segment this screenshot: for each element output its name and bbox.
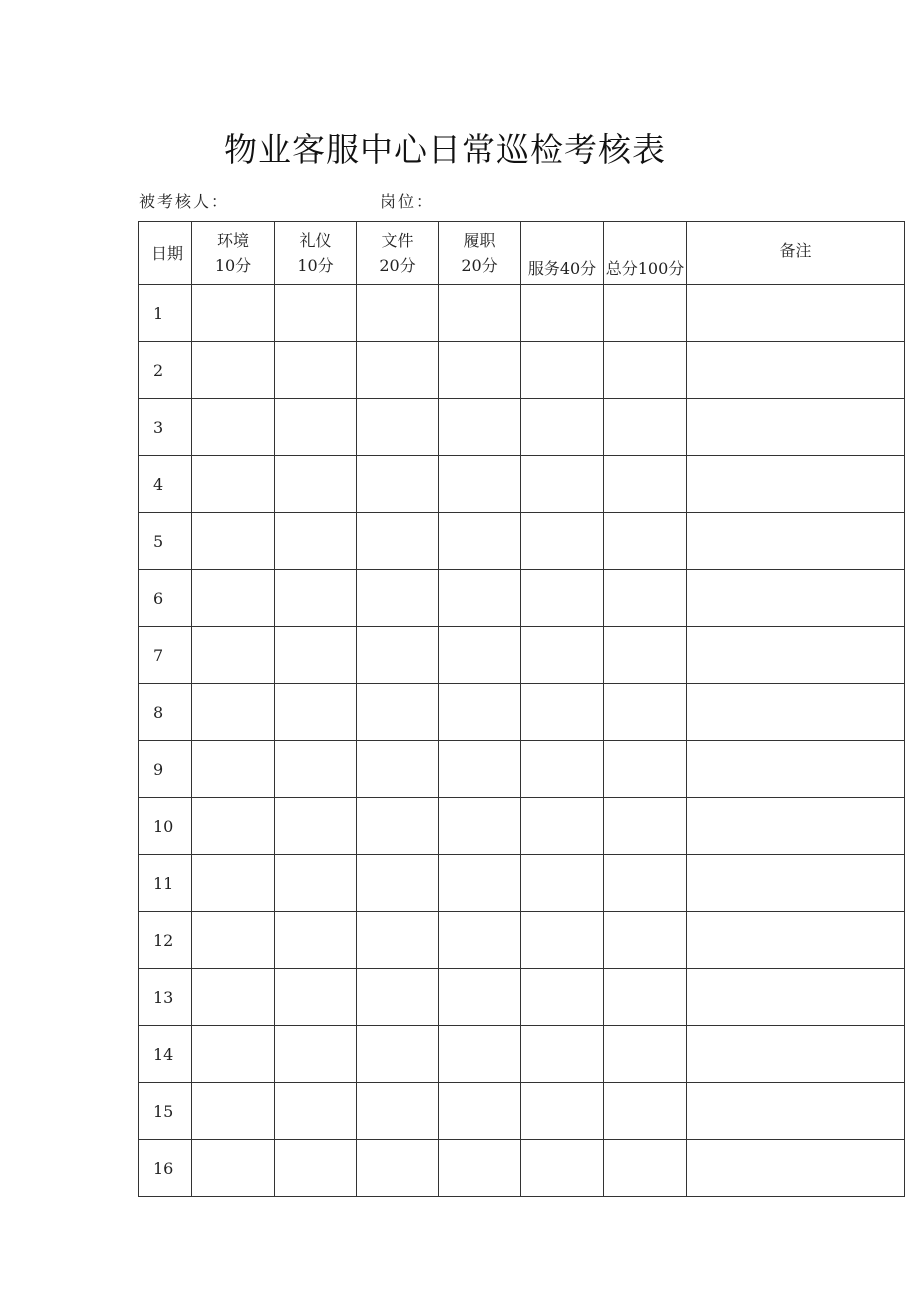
header-date-label: 日期 [151,243,184,263]
table-row [139,456,905,513]
environment-score-cell[interactable] [192,969,275,1026]
row-day-number: 6 [139,570,192,627]
total-score-cell[interactable] [604,1026,687,1083]
etiquette-score-cell[interactable] [275,1026,357,1083]
total-score-cell[interactable] [604,969,687,1026]
header-duties-score: 20分 [461,256,498,275]
row-day-number: 15 [139,1083,192,1140]
remarks-cell[interactable] [687,741,905,798]
row-day-number: 9 [139,741,192,798]
row-day-number: 11 [139,855,192,912]
remarks-cell[interactable] [687,1140,905,1197]
total-score-cell[interactable] [604,399,687,456]
form-title: 物业客服中心日常巡检考核表 [224,130,666,169]
duties-score-cell[interactable] [439,969,521,1026]
etiquette-score-cell[interactable] [275,741,357,798]
header-environment-label: 环境 [216,231,249,250]
environment-score-cell[interactable] [192,570,275,627]
header-total [604,222,687,285]
etiquette-score-cell[interactable] [275,513,357,570]
environment-score-cell[interactable] [192,912,275,969]
remarks-cell[interactable] [687,912,905,969]
remarks-cell[interactable] [687,798,905,855]
header-service [521,222,604,285]
row-day-number: 5 [139,513,192,570]
service-score-cell[interactable] [521,399,604,456]
header-remarks [687,222,905,285]
row-day-number: 1 [139,285,192,342]
etiquette-score-cell[interactable] [275,684,357,741]
documents-score-cell[interactable] [357,1026,439,1083]
duties-score-cell[interactable] [439,1140,521,1197]
environment-score-cell[interactable] [192,684,275,741]
service-score-cell[interactable] [521,1083,604,1140]
etiquette-score-cell[interactable] [275,912,357,969]
table-row [139,798,905,855]
duties-score-cell[interactable] [439,912,521,969]
etiquette-score-cell[interactable] [275,570,357,627]
row-day-number: 4 [139,456,192,513]
table-body [139,285,905,1197]
etiquette-score-cell[interactable] [275,1140,357,1197]
duties-score-cell[interactable] [439,1083,521,1140]
service-score-cell[interactable] [521,1026,604,1083]
duties-score-cell[interactable] [439,798,521,855]
row-day-number: 8 [139,684,192,741]
row-day-number: 12 [139,912,192,969]
remarks-cell[interactable] [687,627,905,684]
header-etiquette-score: 10分 [297,256,334,275]
examinee-label: 被考核人： [139,192,230,211]
etiquette-score-cell[interactable] [275,1083,357,1140]
documents-score-cell[interactable] [357,342,439,399]
documents-score-cell[interactable] [357,855,439,912]
header-documents-score: 20分 [379,256,416,275]
environment-score-cell[interactable] [192,1026,275,1083]
table-row [139,1140,905,1197]
duties-score-cell[interactable] [439,855,521,912]
documents-score-cell[interactable] [357,456,439,513]
duties-score-cell[interactable] [439,684,521,741]
total-score-cell[interactable] [604,342,687,399]
table-row [139,684,905,741]
environment-score-cell[interactable] [192,855,275,912]
inspection-table [138,221,905,1197]
remarks-cell[interactable] [687,456,905,513]
duties-score-cell[interactable] [439,285,521,342]
remarks-cell[interactable] [687,399,905,456]
etiquette-score-cell[interactable] [275,285,357,342]
remarks-cell[interactable] [687,1026,905,1083]
table-row [139,399,905,456]
header-etiquette [275,222,357,285]
table-row [139,741,905,798]
environment-score-cell[interactable] [192,399,275,456]
service-score-cell[interactable] [521,513,604,570]
etiquette-score-cell[interactable] [275,798,357,855]
duties-score-cell[interactable] [439,399,521,456]
table-row [139,912,905,969]
row-day-number: 16 [139,1140,192,1197]
header-environment [192,222,275,285]
service-score-cell[interactable] [521,684,604,741]
total-score-cell[interactable] [604,285,687,342]
service-score-cell[interactable] [521,1140,604,1197]
remarks-cell[interactable] [687,684,905,741]
row-day-number: 3 [139,399,192,456]
environment-score-cell[interactable] [192,741,275,798]
service-score-cell[interactable] [521,285,604,342]
environment-score-cell[interactable] [192,285,275,342]
service-score-cell[interactable] [521,969,604,1026]
documents-score-cell[interactable] [357,1140,439,1197]
header-row [139,222,905,285]
row-day-number: 10 [139,798,192,855]
header-remarks-label: 备注 [779,240,812,260]
remarks-cell[interactable] [687,342,905,399]
row-day-number: 7 [139,627,192,684]
duties-score-cell[interactable] [439,570,521,627]
etiquette-score-cell[interactable] [275,627,357,684]
total-score-cell[interactable] [604,1083,687,1140]
service-score-cell[interactable] [521,912,604,969]
etiquette-score-cell[interactable] [275,855,357,912]
documents-score-cell[interactable] [357,285,439,342]
duties-score-cell[interactable] [439,1026,521,1083]
duties-score-cell[interactable] [439,627,521,684]
table-row [139,342,905,399]
documents-score-cell[interactable] [357,399,439,456]
table-row [139,855,905,912]
table-row [139,570,905,627]
row-day-number: 14 [139,1026,192,1083]
total-score-cell[interactable] [604,513,687,570]
total-score-cell[interactable] [604,1140,687,1197]
position-label: 岗位： [380,192,435,211]
documents-score-cell[interactable] [357,741,439,798]
total-score-cell[interactable] [604,855,687,912]
total-score-cell[interactable] [604,912,687,969]
header-etiquette-label: 礼仪 [299,231,332,250]
service-score-cell[interactable] [521,456,604,513]
remarks-cell[interactable] [687,855,905,912]
row-day-number: 2 [139,342,192,399]
header-total-label: 总分100分 [605,259,685,278]
table-row [139,1026,905,1083]
environment-score-cell[interactable] [192,342,275,399]
duties-score-cell[interactable] [439,513,521,570]
total-score-cell[interactable] [604,570,687,627]
total-score-cell[interactable] [604,456,687,513]
table-row [139,969,905,1026]
environment-score-cell[interactable] [192,456,275,513]
environment-score-cell[interactable] [192,1083,275,1140]
duties-score-cell[interactable] [439,741,521,798]
documents-score-cell[interactable] [357,570,439,627]
remarks-cell[interactable] [687,513,905,570]
documents-score-cell[interactable] [357,1083,439,1140]
etiquette-score-cell[interactable] [275,399,357,456]
environment-score-cell[interactable] [192,627,275,684]
row-day-number: 13 [139,969,192,1026]
environment-score-cell[interactable] [192,798,275,855]
table-row [139,513,905,570]
environment-score-cell[interactable] [192,1140,275,1197]
documents-score-cell[interactable] [357,513,439,570]
etiquette-score-cell[interactable] [275,456,357,513]
documents-score-cell[interactable] [357,969,439,1026]
service-score-cell[interactable] [521,855,604,912]
remarks-cell[interactable] [687,285,905,342]
environment-score-cell[interactable] [192,513,275,570]
header-documents-label: 文件 [381,231,414,250]
etiquette-score-cell[interactable] [275,342,357,399]
header-service-label: 服务40分 [527,259,597,278]
duties-score-cell[interactable] [439,456,521,513]
documents-score-cell[interactable] [357,912,439,969]
table-row [139,285,905,342]
service-score-cell[interactable] [521,741,604,798]
remarks-cell[interactable] [687,969,905,1026]
table-row [139,1083,905,1140]
header-environment-score: 10分 [214,256,252,275]
service-score-cell[interactable] [521,570,604,627]
header-date [139,222,192,285]
table-row [139,627,905,684]
total-score-cell[interactable] [604,798,687,855]
documents-score-cell[interactable] [357,627,439,684]
documents-score-cell[interactable] [357,798,439,855]
service-score-cell[interactable] [521,627,604,684]
remarks-cell[interactable] [687,1083,905,1140]
service-score-cell[interactable] [521,342,604,399]
etiquette-score-cell[interactable] [275,969,357,1026]
documents-score-cell[interactable] [357,684,439,741]
service-score-cell[interactable] [521,798,604,855]
duties-score-cell[interactable] [439,342,521,399]
header-duties [439,222,521,285]
header-duties-label: 履职 [463,231,496,250]
total-score-cell[interactable] [604,741,687,798]
remarks-cell[interactable] [687,570,905,627]
header-documents [357,222,439,285]
total-score-cell[interactable] [604,684,687,741]
total-score-cell[interactable] [604,627,687,684]
